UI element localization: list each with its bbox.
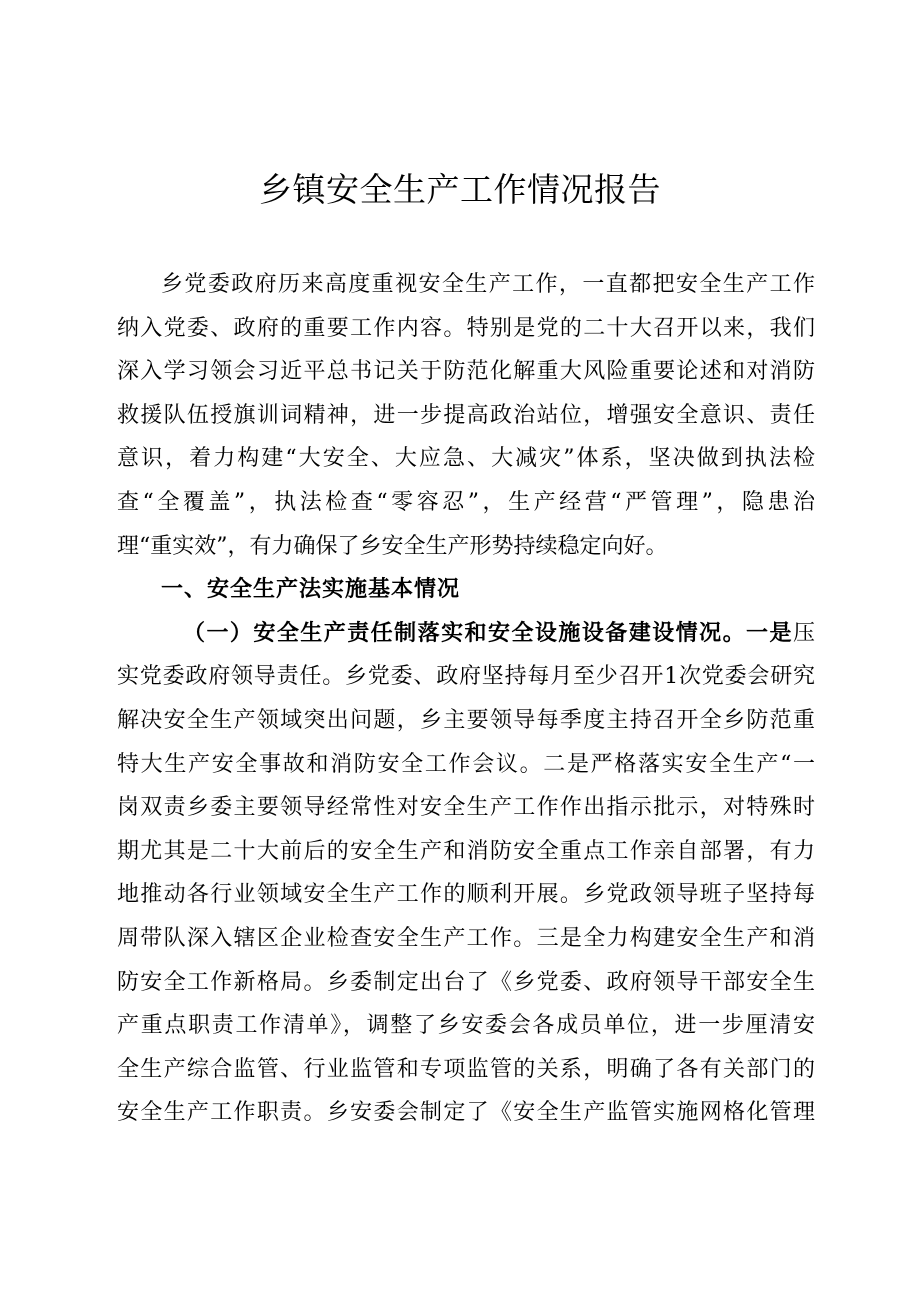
paragraph-line: 救援队伍授旗训词精神，进一步提高政治站位，增强安全意识、责任	[117, 402, 815, 428]
paragraph-line: 防安全工作新格局。乡委制定出台了《乡党委、政府领导干部安全生	[117, 969, 815, 995]
paragraph-line: 期尤其是二十大前后的安全生产和消防安全重点工作亲自部署，有力	[117, 838, 815, 864]
section-heading: 一、安全生产法实施基本情况	[161, 577, 461, 603]
subsection-heading: （一）安全生产责任制落实和安全设施设备建设情况。一是	[183, 620, 793, 646]
paragraph-line: 实党委政府领导责任。乡党委、政府坚持每月至少召开1次党委会研究	[117, 664, 815, 690]
paragraph-line: 安全生产工作职责。乡安委会制定了《安全生产监管实施网格化管理	[117, 1100, 815, 1126]
paragraph-line: 地推动各行业领域安全生产工作的顺利开展。乡党政领导班子坚持每	[117, 882, 815, 908]
paragraph-line: 意识，着力构建“大安全、大应急、大减灾”体系，坚决做到执法检	[117, 446, 815, 472]
paragraph-text: 压	[792, 620, 815, 646]
paragraph-line: 纳入党委、政府的重要工作内容。特别是党的二十大召开以来，我们	[117, 315, 815, 341]
paragraph-line: 特大生产安全事故和消防安全工作会议。二是严格落实安全生产“一	[117, 751, 815, 777]
paragraph-line: 岗双责乡委主要领导经常性对安全生产工作作出指示批示，对特殊时	[117, 795, 815, 821]
paragraph-line: 解决安全生产领域突出问题，乡主要领导每季度主持召开全乡防范重	[117, 707, 815, 733]
paragraph-line: 深入学习领会习近平总书记关于防范化解重大风险重要论述和对消防	[117, 359, 815, 385]
subsection-heading-line	[117, 612, 815, 656]
page-title: 乡镇安全生产工作情况报告	[259, 170, 661, 209]
paragraph-line: 产重点职责工作清单》，调整了乡安委会各成员单位，进一步厘清安	[117, 1013, 815, 1039]
paragraph-line: 乡党委政府历来高度重视安全生产工作，一直都把安全生产工作	[161, 272, 815, 297]
paragraph-line: 周带队深入辖区企业检查安全生产工作。三是全力构建安全生产和消	[117, 925, 815, 951]
document-body	[117, 263, 815, 1135]
paragraph-line: 理“重实效”，有力确保了乡安全生产形势持续稳定向好。	[117, 533, 668, 559]
paragraph-line: 查“全覆盖”，执法检查“零容忍”，生产经营“严管理”，隐患治	[117, 489, 815, 515]
paragraph-line: 全生产综合监管、行业监管和专项监管的关系，明确了各有关部门的	[117, 1056, 815, 1082]
